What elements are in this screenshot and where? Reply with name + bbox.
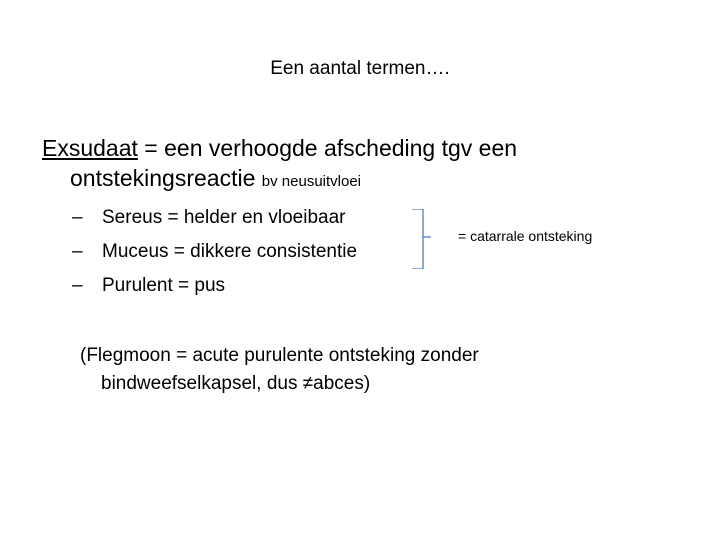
dash-bullet: –: [72, 241, 83, 262]
exsudate-types-list: [72, 201, 357, 303]
definition-line-1: [42, 133, 682, 163]
note-line-1: (Flegmoon = acute purulente ontsteking zonder: [80, 345, 479, 366]
slide-title: Een aantal termen….: [270, 58, 450, 79]
dash-bullet: –: [72, 207, 83, 228]
bracket-shape: [412, 209, 423, 269]
definition-example: bv neusuitvloei: [261, 173, 362, 190]
definition-block: [42, 133, 682, 197]
note-block: [80, 342, 680, 398]
definition-text-1: = een verhoogde afscheding tgv een: [137, 135, 518, 161]
list-item-muceus: [72, 235, 357, 269]
list-item-text: Purulent = pus: [102, 275, 226, 296]
definition-term: Exsudaat: [42, 135, 138, 161]
dash-bullet: –: [72, 275, 83, 296]
bracket-label: = catarrale ontsteking: [458, 228, 593, 244]
list-item-purulent: [72, 269, 357, 303]
definition-line-2: [42, 163, 682, 197]
note-line-2: bindweefselkapsel, dus ≠abces): [101, 373, 371, 394]
list-item-sereus: [72, 201, 357, 235]
right-bracket-icon: [397, 209, 457, 269]
list-item-text: Sereus = helder en vloeibaar: [102, 207, 346, 228]
definition-text-2: ontstekingsreactie: [70, 165, 262, 191]
list-item-text: Muceus = dikkere consistentie: [102, 241, 358, 262]
